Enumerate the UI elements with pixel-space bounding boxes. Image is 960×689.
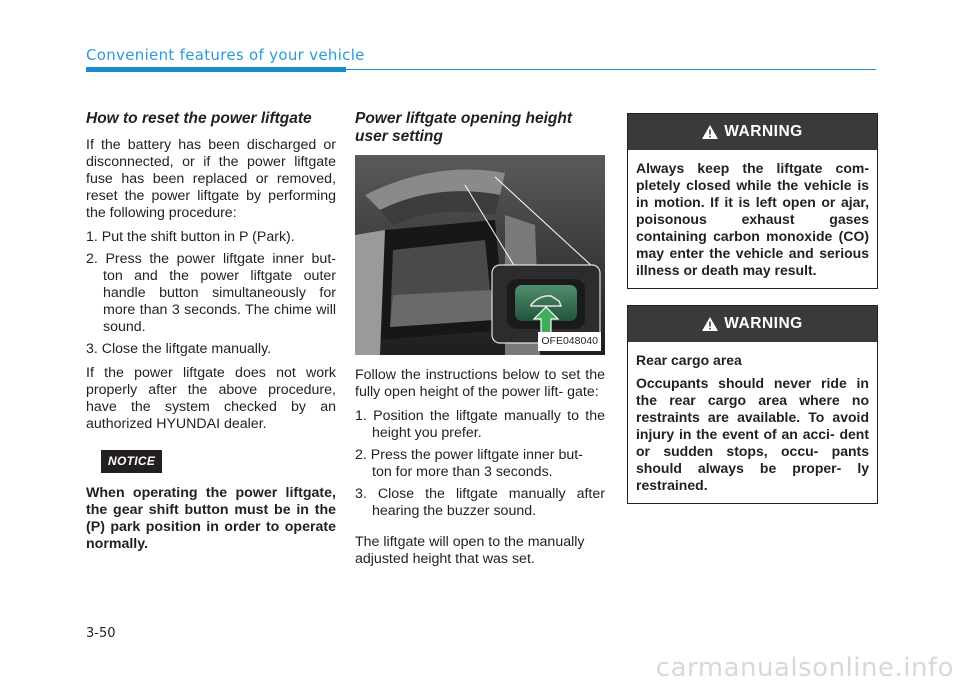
reset-steps [86, 229, 336, 358]
warning-icon [702, 317, 718, 331]
watermark: carmanualsonline.info [655, 653, 954, 683]
header-rule [86, 67, 346, 72]
warning-text: Occupants should never ride in the rear cargo area where no restraints are available. To avoid injury in the event of an acci- dent or sudden stops, occu- pants should always be proper- ly restrained. [636, 375, 869, 493]
warning-text: Always keep the liftgate com- pletely closed while the vehicle is in motion. If it is left open or ajar, poisonous exhaust gases containing carbon monoxide (CO) may enter the vehicle and serious illness or death may result. [636, 160, 869, 278]
warning-box-liftgate [627, 113, 878, 289]
header-rule-line [346, 69, 876, 70]
warning-body [628, 150, 877, 288]
height-outro: The liftgate will open to the manually adjusted height that was set. [355, 534, 585, 567]
middle-column [355, 110, 605, 575]
warning-body [628, 342, 877, 503]
height-intro: Follow the instructions below to set the fully open height of the power lift- gate: [355, 367, 605, 400]
warning-icon [702, 125, 718, 139]
list-item: 1. Put the shift button in P (Park). [86, 229, 295, 245]
warning-header [628, 306, 877, 342]
liftgate-illustration [355, 155, 605, 355]
warning-header [628, 114, 877, 150]
section-header-title: Convenient features of your vehicle [86, 46, 365, 64]
notice-text: When operating the power liftgate, the gear shift button must be in the (P) park position in order to operate normally. [86, 485, 336, 552]
height-section-title: Power liftgate opening height user setting [355, 110, 572, 145]
page-number: 3-50 [86, 626, 116, 641]
list-item: 1. Position the liftgate manually to the height you prefer. [355, 408, 605, 441]
left-column [86, 110, 336, 560]
image-code: OFE048040 [538, 332, 601, 351]
warning-subtitle: Rear cargo area [636, 352, 742, 368]
height-steps [355, 408, 605, 520]
list-item: 2. Press the power liftgate inner but- ton for more than 3 seconds. [355, 447, 583, 480]
warning-label: WARNING [724, 123, 803, 140]
list-item: 3. Close the liftgate manually after hearing the buzzer sound. [355, 486, 605, 519]
list-item: 2. Press the power liftgate inner but- ton and the power liftgate outer handle button simultaneously for more than 3 seconds. The chime will sound. [86, 251, 336, 335]
warning-box-cargo [627, 305, 878, 504]
warning-label: WARNING [724, 315, 803, 332]
reset-section-title: How to reset the power liftgate [86, 110, 312, 127]
reset-intro: If the battery has been discharged or disconnected, or if the power liftgate fuse has been replaced or removed, reset the power liftgate by performing the following procedure: [86, 137, 336, 221]
list-item: 3. Close the liftgate manually. [86, 341, 272, 357]
notice-badge: NOTICE [101, 450, 162, 473]
reset-after-text: If the power liftgate does not work properly after the above procedure, have the system checked by an authorized HYUNDAI dealer. [86, 365, 336, 432]
liftgate-photo [355, 155, 605, 355]
